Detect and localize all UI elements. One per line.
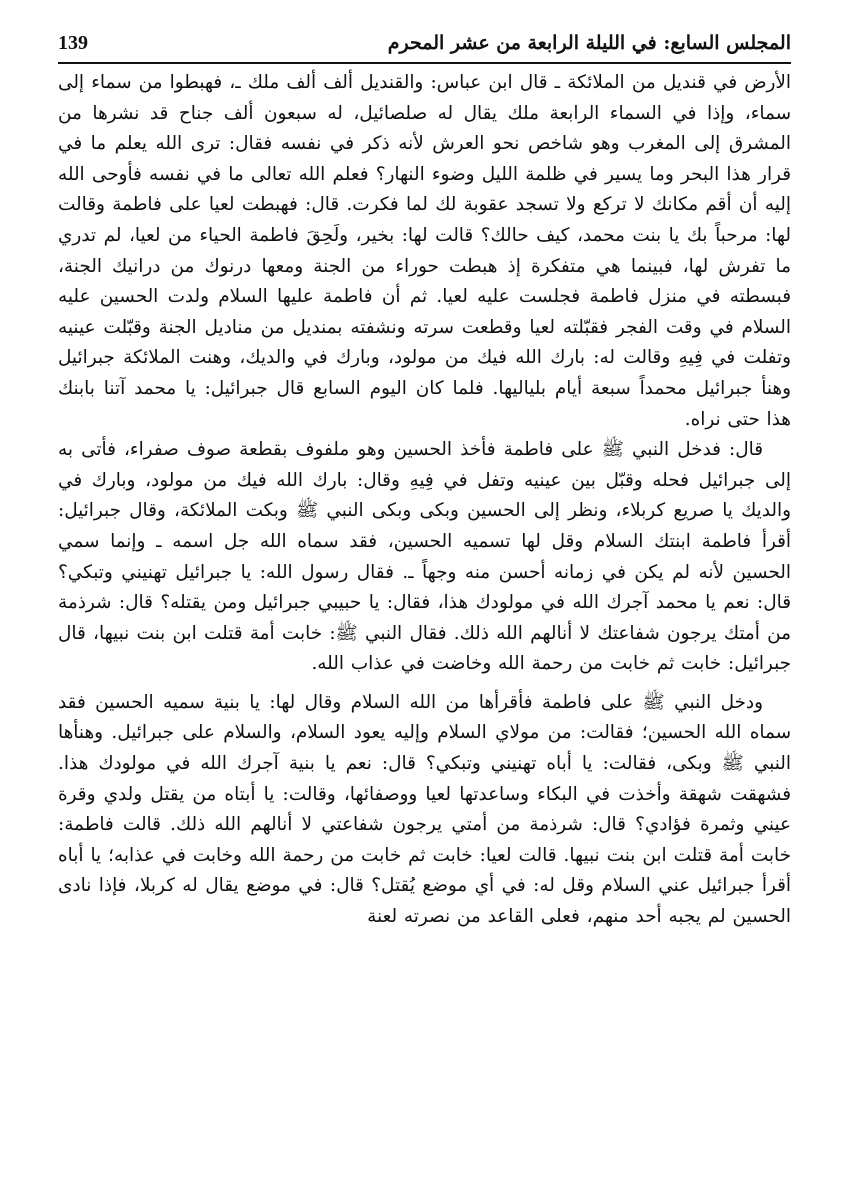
paragraph-gap [58, 680, 791, 688]
page-body [58, 68, 791, 933]
page-number: 139 [58, 31, 88, 54]
paragraph-2: قال: فدخل النبي ﷺ على فاطمة فأخذ الحسين وهو ملفوف بقطعة صوف صفراء، فأتى به إلى جبرائيل فحله وقبّل بين عينيه وتفل في فِيهِ وقال: بارك الله فيك من مولود، وبارك في والديك يا صريع كربلاء، ونظر إلى الحسين وبكى وبكى النبي ﷺ وبكت الملائكة، وقال جبرائيل: أقرأ فاطمة ابنتك السلام وقل لها تسميه الحسين، فقد سماه الله جل اسمه ـ وإنما سمي الحسين لأنه لم يكن في زمانه أحسن منه وجهاً ـ. فقال رسول الله: يا جبرائيل تهنيني وتبكي؟ قال: نعم يا محمد آجرك الله في مولودك هذا، فقال: يا حبيبي جبرائيل ومن يقتله؟ قال: شرذمة من أمتك يرجون شفاعتك لا أنالهم الله ذلك. فقال النبي ﷺ: خابت أمة قتلت ابن بنت نبيها، قال جبرائيل: خابت ثم خابت من رحمة الله وخاضت في عذاب الله. [58, 439, 791, 675]
paragraph-1: الأرض في قنديل من الملائكة ـ قال ابن عباس: والقنديل ألف ألف ملك ـ، فهبطوا من سماء إلى سماء، وإذا في السماء الرابعة ملك يقال له صلصائيل، له سبعون ألف جناح قد نشرها من المشرق إلى المغرب وهو شاخص نحو العرش لأنه ذكر في نفسه فقال: ترى الله يعلم ما في قرار هذا البحر وما يسير في ظلمة الليل وضوء النهار؟ فعلم الله تعالى ما في نفسه فأوحى الله إليه أن أقم مكانك لا تركع ولا تسجد عقوبة لك لما فكرت. قال: فهبطت لعيا على فاطمة وقالت لها: مرحباً بك يا بنت محمد، كيف حالك؟ قالت لها: بخير، ولَحِقَ فاطمة الحياء من لعيا، لم تدري ما تفرش لها، فبينما هي متفكرة إذ هبطت حوراء من الجنة ومعها درنوك من درانيك الجنة، فبسطته في منزل فاطمة فجلست عليه لعيا. ثم أن فاطمة عليها السلام ولدت الحسين عليه السلام في وقت الفجر فقبّلته لعيا وقطعت سرته ونشفته بمنديل من مناديل الجنة وقبّلت عينيه وتفلت في فِيهِ وقالت له: بارك الله فيك من مولود، وبارك في والديك، وهنت الملائكة جبرائيل وهنأ جبرائيل محمداً سبعة أيام بلياليها. فلما كان اليوم السابع قال جبرائيل: يا محمد آتنا بابنك هذا حتى نراه. [58, 72, 791, 430]
running-header [58, 24, 791, 64]
chapter-title: المجلس السابع: في الليلة الرابعة من عشر المحرم [387, 32, 791, 54]
paragraph-3: ودخل النبي ﷺ على فاطمة فأقرأها من الله السلام وقال لها: يا بنية سميه الحسين فقد سماه الله الحسين؛ فقالت: من مولاي السلام وإليه يعود السلام، والسلام على جبرائيل. وهنأها النبي ﷺ وبكى، فقالت: يا أباه تهنيني وتبكي؟ قال: نعم يا بنية آجرك الله في مولودك هذا. فشهقت شهقة وأخذت في البكاء وساعدتها لعيا ووصفائها، وقالت: يا أبتاه من يقتل ولدي وقرة عيني وثمرة فؤادي؟ قال: شرذمة من أمتي يرجون شفاعتي لا أنالهم الله ذلك. قالت فاطمة: خابت أمة قتلت ابن بنت نبيها. قالت لعيا: خابت ثم خابت من رحمة الله وخابت في عذابه؛ يا أباه أقرأ جبرائيل عني السلام وقل له: في أي موضع يُقتل؟ قال: في موضع يقال له كربلا، فإذا نادى الحسين لم يجبه أحد منهم، فعلى القاعد من نصرته لعنة [58, 691, 791, 928]
